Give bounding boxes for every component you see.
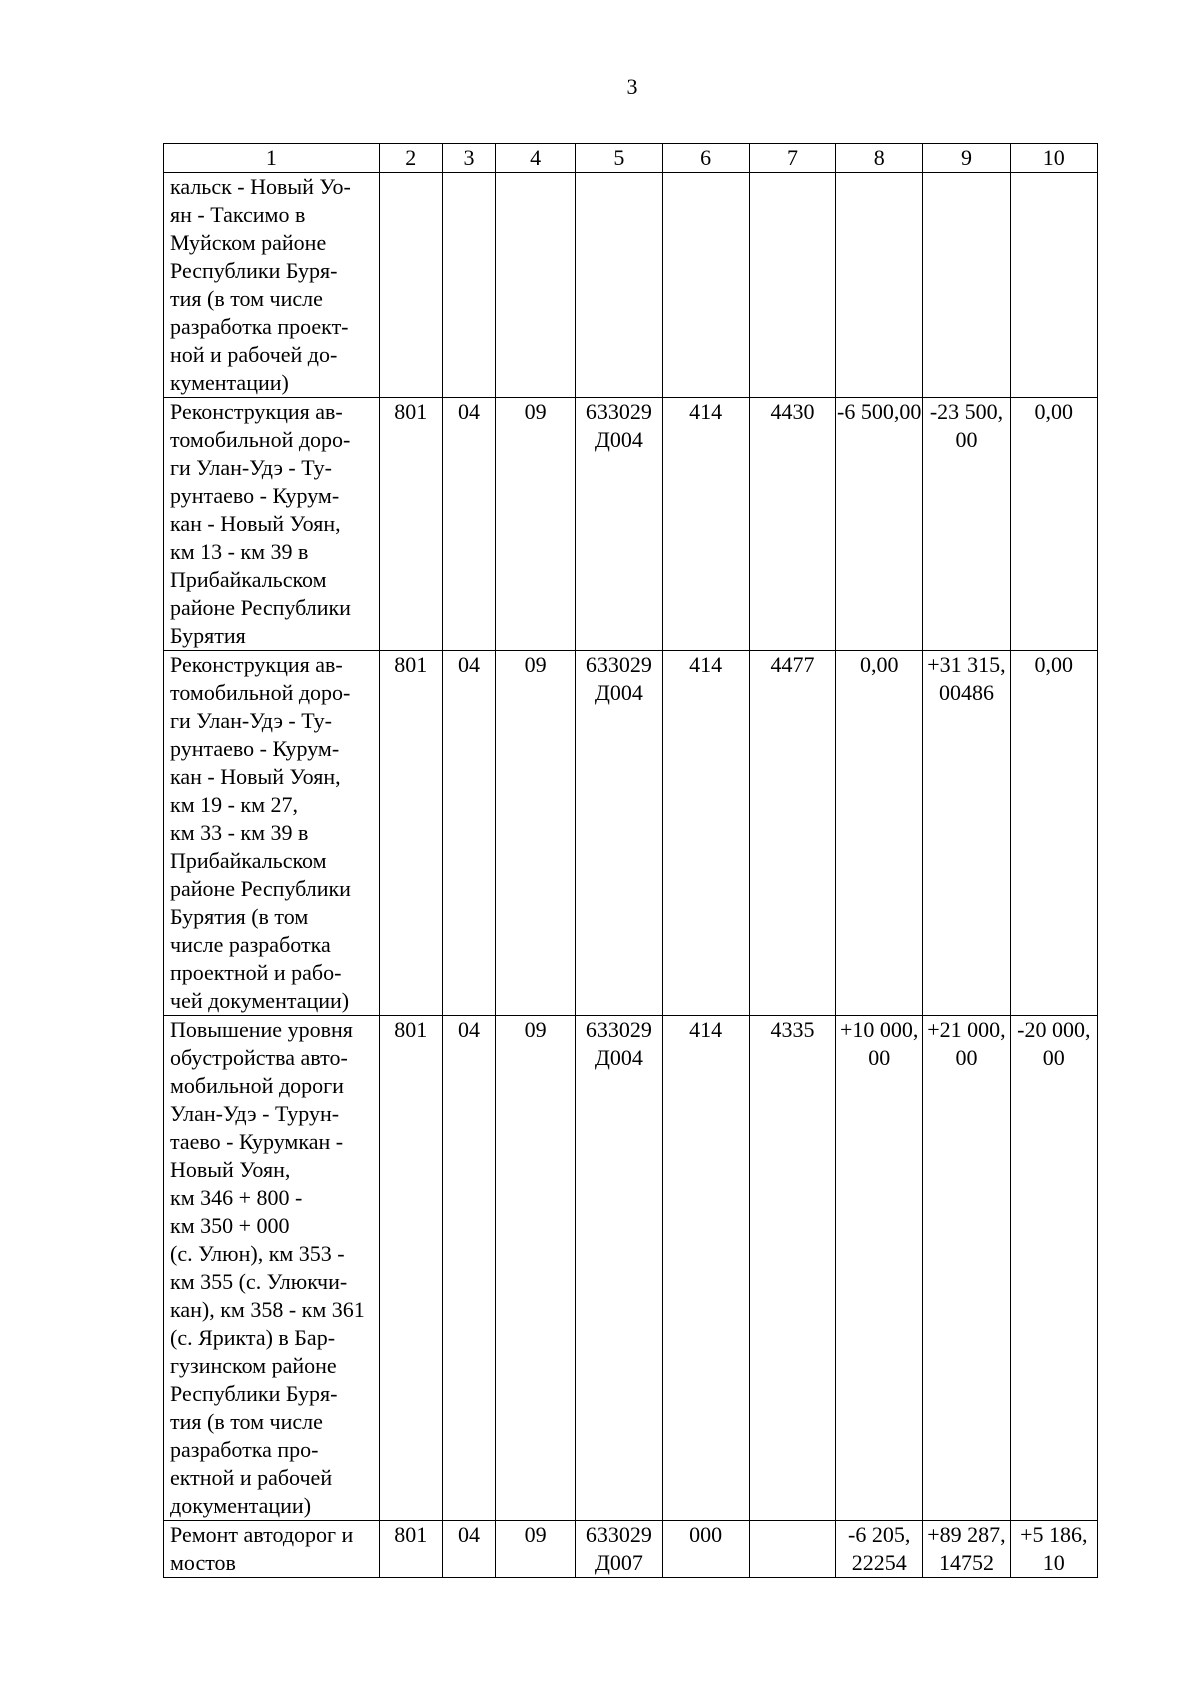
header-cell-9: 9 <box>923 144 1010 173</box>
page-number: 3 <box>626 74 638 99</box>
cell-amount-10: -20 000, 00 <box>1010 1016 1097 1521</box>
row-name-cell: Реконструкция ав- томобильной доро- ги Улан-Удэ - Ту- рунтаево - Курум- кан - Новый Уоян, км 19 - км 27, км 33 - км 39 в Прибайкальском районе Республики Бурятия (в том числе разработка проектной и рабо- чей документации) <box>164 651 380 1016</box>
cell-ministry: 801 <box>379 1016 442 1521</box>
cell-amount-10: 0,00 <box>1010 651 1097 1016</box>
cell-section: 04 <box>442 651 495 1016</box>
cell-expense-type: 414 <box>662 398 749 651</box>
cell-ministry: 801 <box>379 398 442 651</box>
header-cell-1: 1 <box>164 144 380 173</box>
header-cell-2: 2 <box>379 144 442 173</box>
cell-amount-10 <box>1010 173 1097 398</box>
cell-amount-9: -23 500, 00 <box>923 398 1010 651</box>
header-cell-3: 3 <box>442 144 495 173</box>
cell-amount-8: +10 000, 00 <box>836 1016 923 1521</box>
budget-table <box>163 143 1098 1578</box>
cell-ministry: 801 <box>379 1521 442 1578</box>
cell-amount-8: -6 205, 22254 <box>836 1521 923 1578</box>
cell-target-article: 633029 Д004 <box>576 1016 662 1521</box>
header-cell-8: 8 <box>836 144 923 173</box>
cell-subsection <box>496 173 576 398</box>
cell-target-article <box>576 173 662 398</box>
cell-code: 4430 <box>749 398 835 651</box>
row-name-cell: Реконструкция ав- томобильной доро- ги Улан-Удэ - Ту- рунтаево - Курум- кан - Новый Уоян, км 13 - км 39 в Прибайкальском районе Республики Бурятия <box>164 398 380 651</box>
cell-target-article: 633029 Д004 <box>576 651 662 1016</box>
header-cell-4: 4 <box>496 144 576 173</box>
cell-ministry: 801 <box>379 651 442 1016</box>
table-row <box>164 651 1098 1016</box>
cell-amount-8: -6 500,00 <box>836 398 923 651</box>
row-name-cell: Ремонт автодорог и мостов <box>164 1521 380 1578</box>
cell-amount-9 <box>923 173 1010 398</box>
cell-expense-type: 414 <box>662 1016 749 1521</box>
header-cell-6: 6 <box>662 144 749 173</box>
cell-code <box>749 1521 835 1578</box>
cell-amount-8: 0,00 <box>836 651 923 1016</box>
header-cell-10: 10 <box>1010 144 1097 173</box>
table-row <box>164 1521 1098 1578</box>
cell-section: 04 <box>442 1521 495 1578</box>
table-row <box>164 173 1098 398</box>
cell-amount-8 <box>836 173 923 398</box>
header-cell-5: 5 <box>576 144 662 173</box>
cell-subsection: 09 <box>496 1521 576 1578</box>
cell-amount-9: +89 287, 14752 <box>923 1521 1010 1578</box>
table-header-row <box>164 144 1098 173</box>
row-name-cell: Повышение уровня обустройства авто- мобильной дороги Улан-Удэ - Турун- таево - Курумкан - Новый Уоян, км 346 + 800 - км 350 + 000 (с. Улюн), км 353 - км 355 (с. Улюкчи- кан), км 358 - км 361 (с. Ярикта) в Бар- гузинском районе Республики Буря- тия (в том числе разработка про- ектной и рабочей документации) <box>164 1016 380 1521</box>
cell-subsection: 09 <box>496 398 576 651</box>
cell-target-article: 633029 Д007 <box>576 1521 662 1578</box>
cell-amount-9: +21 000, 00 <box>923 1016 1010 1521</box>
table-row <box>164 1016 1098 1521</box>
cell-code: 4477 <box>749 651 835 1016</box>
cell-section <box>442 173 495 398</box>
row-name-cell: кальск - Новый Уо- ян - Таксимо в Муйском районе Республики Буря- тия (в том числе разработка проект- ной и рабочей до- кументации) <box>164 173 380 398</box>
cell-amount-9: +31 315, 00486 <box>923 651 1010 1016</box>
cell-code <box>749 173 835 398</box>
cell-subsection: 09 <box>496 651 576 1016</box>
cell-section: 04 <box>442 398 495 651</box>
cell-expense-type: 414 <box>662 651 749 1016</box>
cell-subsection: 09 <box>496 1016 576 1521</box>
cell-amount-10: 0,00 <box>1010 398 1097 651</box>
cell-section: 04 <box>442 1016 495 1521</box>
table-row <box>164 398 1098 651</box>
cell-target-article: 633029 Д004 <box>576 398 662 651</box>
cell-expense-type <box>662 173 749 398</box>
header-cell-7: 7 <box>749 144 835 173</box>
cell-expense-type: 000 <box>662 1521 749 1578</box>
cell-ministry <box>379 173 442 398</box>
cell-code: 4335 <box>749 1016 835 1521</box>
cell-amount-10: +5 186, 10 <box>1010 1521 1097 1578</box>
